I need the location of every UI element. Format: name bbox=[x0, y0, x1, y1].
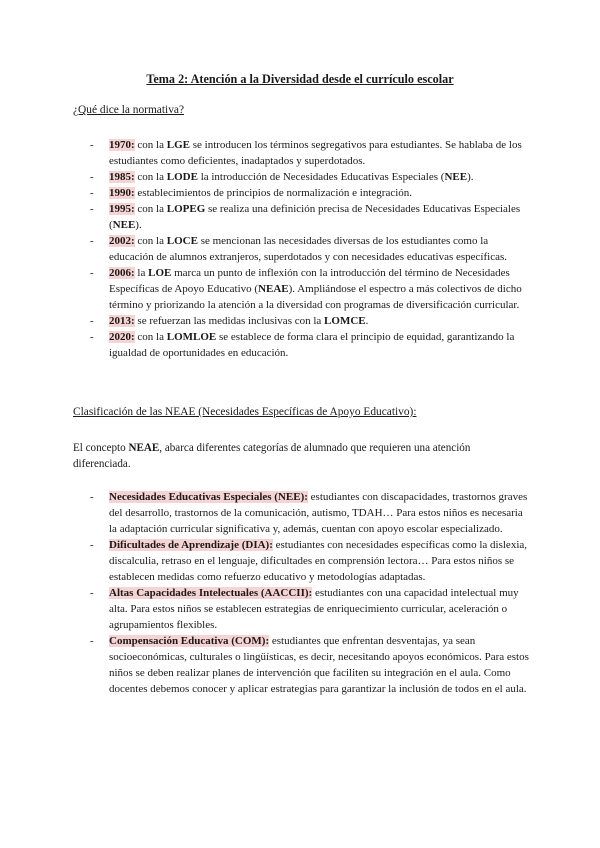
list-item: - 1990: establecimientos de principios de normalización e integración. bbox=[90, 187, 413, 199]
list-item: - 2013: se refuerzan las medidas inclusivas con la LOMCE. bbox=[90, 315, 369, 327]
list-item: - 1995: con la LOPEG se realiza una definición precisa de Necesidades Educativas Especiales (NEE). bbox=[90, 203, 521, 231]
section-heading-normativa: ¿Qué dice la normativa? bbox=[73, 104, 185, 116]
section-heading-clasificacion: Clasificación de las NEAE (Necesidades Específicas de Apoyo Educativo): bbox=[73, 406, 417, 418]
list-item: - 2006: la LOE marca un punto de inflexión con la introducción del término de Necesidades Específicas de Apoyo Educativo (NEAE). Ampliándose el espectro a más colectivos de dicho término y priorizando la atención a la diversidad con programas de diversificación curricular. bbox=[90, 267, 522, 311]
list-item: - 1970: con la LGE se introducen los términos segregativos para estudiantes. Se hablaba de los estudiantes como deficientes, inadaptados y superdotados. bbox=[90, 139, 522, 167]
document-title: Tema 2: Atención a la Diversidad desde el currículo escolar bbox=[146, 72, 454, 86]
list-item: - Necesidades Educativas Especiales (NEE): estudiantes con discapacidades, trastornos graves del desarrollo, trastornos de la comunicación, autismo, TDAH… Para estos niños es necesaria la adaptación curricular significativa y, además, cuentan con apoyo escolar especializado. bbox=[90, 491, 528, 535]
list-item: - Compensación Educativa (COM): estudiantes que enfrentan desventajas, ya sean socioeconómicas, culturales o lingüísticas, es decir, necesitando apoyos económicos. Para estos niños se deben realizar planes de intervención que faciliten su integración en el aula. Como docentes debemos conocer y aplicar estrategias para garantizar la inclusión de todos en el aula. bbox=[90, 635, 529, 695]
list-item: - 1985: con la LODE la introducción de Necesidades Educativas Especiales (NEE). bbox=[90, 171, 474, 183]
list-item: - Altas Capacidades Intelectuales (AACCII): estudiantes con una capacidad intelectual muy alta. Para estos niños se establecen estrategias de enriquecimiento curricular, aceleración o agrupamientos flexibles. bbox=[90, 587, 519, 631]
list-item: - 2020: con la LOMLOE se establece de forma clara el principio de equidad, garantizando la igualdad de oportunidades en educación. bbox=[90, 331, 515, 359]
neae-list bbox=[0, 489, 600, 697]
list-item: - 2002: con la LOCE se mencionan las necesidades diversas de los estudiantes como la educación de alumnos extranjeros, superdotados y con necesidades educativas específicas. bbox=[90, 235, 507, 263]
intro-paragraph: El concepto NEAE, abarca diferentes categorías de alumnado que requieren una atención diferenciada. bbox=[73, 442, 471, 470]
list-item: - Dificultades de Aprendizaje (DIA): estudiantes con necesidades específicas como la dislexia, discalculia, retraso en el lenguaje, dificultades en comprensión lectora… Para estos niños se establecen medidas como refuerzo educativo y metodologías adaptadas. bbox=[90, 539, 528, 583]
normativa-list bbox=[0, 137, 600, 361]
